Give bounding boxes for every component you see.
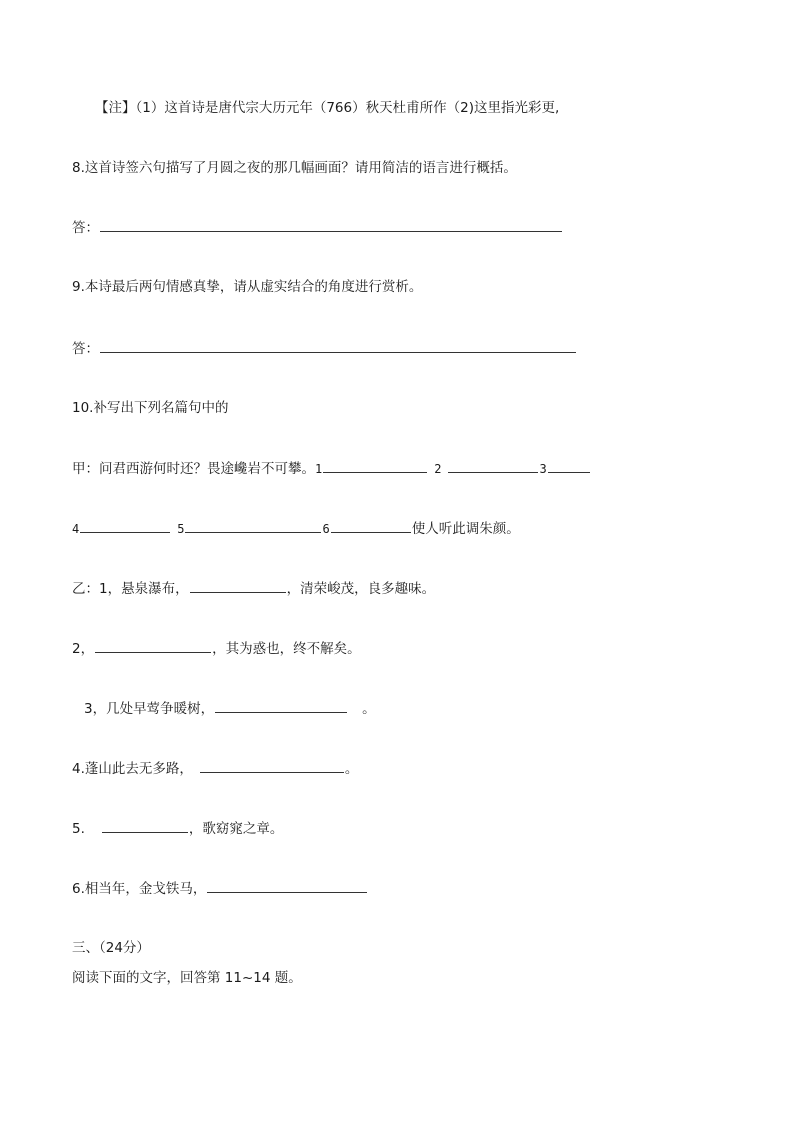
jia-num-5: 5 bbox=[177, 522, 185, 536]
yi-4-prefix: 4.蓬山此去无多路， bbox=[72, 761, 193, 777]
section-3-heading: 三、（24分） bbox=[72, 940, 150, 956]
answer-8-line bbox=[72, 218, 563, 237]
jia-blank-1[interactable] bbox=[323, 459, 427, 473]
yi-5-blank[interactable] bbox=[102, 819, 188, 833]
yi-6-blank[interactable] bbox=[207, 879, 367, 893]
jia-blank-2[interactable] bbox=[448, 459, 538, 473]
jia-num-4: 4 bbox=[72, 522, 80, 536]
yi-5-suffix: ，歌窈窕之章。 bbox=[188, 821, 284, 837]
answer-9-label: 答： bbox=[72, 341, 99, 357]
q10-yi-line2 bbox=[72, 639, 361, 658]
yi-2-prefix: 2， bbox=[72, 641, 95, 657]
yi-2-blank[interactable] bbox=[95, 639, 211, 653]
yi-1-blank[interactable] bbox=[190, 579, 286, 593]
jia-num-2: 2 bbox=[434, 462, 442, 476]
note-bracket: 【注】 bbox=[95, 100, 136, 116]
yi-1-prefix: 乙：1，悬泉瀑布， bbox=[72, 581, 189, 597]
q10-yi-line4 bbox=[72, 759, 358, 778]
yi-3-suffix: 。 bbox=[362, 701, 376, 717]
jia-num-1: 1 bbox=[315, 462, 323, 476]
yi-3-blank[interactable] bbox=[215, 699, 347, 713]
jia-suffix: 使人听此调朱颜。 bbox=[411, 521, 520, 537]
yi-2-suffix: ，其为惑也，终不解矣。 bbox=[212, 641, 361, 657]
answer-9-blank[interactable] bbox=[100, 339, 576, 353]
yi-4-blank[interactable] bbox=[200, 759, 344, 773]
yi-4-suffix: 。 bbox=[344, 761, 359, 777]
q10-yi-line6 bbox=[72, 879, 368, 898]
yi-1-suffix: ，清荣峻茂，良多趣味。 bbox=[286, 581, 436, 597]
answer-8-blank[interactable] bbox=[100, 218, 562, 232]
yi-3-prefix: 3，几处早莺争暖树， bbox=[84, 701, 215, 717]
answer-8-label: 答： bbox=[72, 220, 99, 236]
q10-jia-line2 bbox=[72, 519, 520, 538]
jia-blank-5[interactable] bbox=[185, 519, 321, 533]
q10-yi-line3 bbox=[84, 699, 376, 718]
jia-num-3: 3 bbox=[539, 462, 547, 476]
jia-blank-4[interactable] bbox=[80, 519, 170, 533]
jia-num-6: 6 bbox=[322, 522, 330, 536]
question-8: 8.这首诗签六句描写了月圆之夜的那几幅画面？请用简洁的语言进行概括。 bbox=[72, 160, 517, 176]
yi-6-prefix: 6.相当年，金戈铁马， bbox=[72, 881, 207, 897]
question-10-title: 10.补写出下列名篇句中的 bbox=[72, 400, 229, 416]
q10-yi-line5 bbox=[72, 819, 283, 838]
jia-prefix: 甲：问君西游何时还？畏途巉岩不可攀。 bbox=[72, 461, 315, 477]
q10-yi-line1 bbox=[72, 579, 435, 598]
yi-5-prefix: 5. bbox=[72, 821, 85, 837]
q10-jia-line1 bbox=[72, 459, 591, 478]
question-9: 9.本诗最后两句情感真挚，请从虚实结合的角度进行赏析。 bbox=[72, 279, 423, 295]
note-line bbox=[95, 99, 559, 117]
answer-9-line bbox=[72, 339, 577, 358]
jia-blank-6[interactable] bbox=[331, 519, 411, 533]
section-3-instruction: 阅读下面的文字，回答第 11~14 题。 bbox=[72, 970, 302, 986]
jia-blank-3[interactable] bbox=[548, 459, 590, 473]
note-text: （1）这首诗是唐代宗大历元年（766）秋天杜甫所作（2)这里指光彩更, bbox=[135, 100, 560, 116]
